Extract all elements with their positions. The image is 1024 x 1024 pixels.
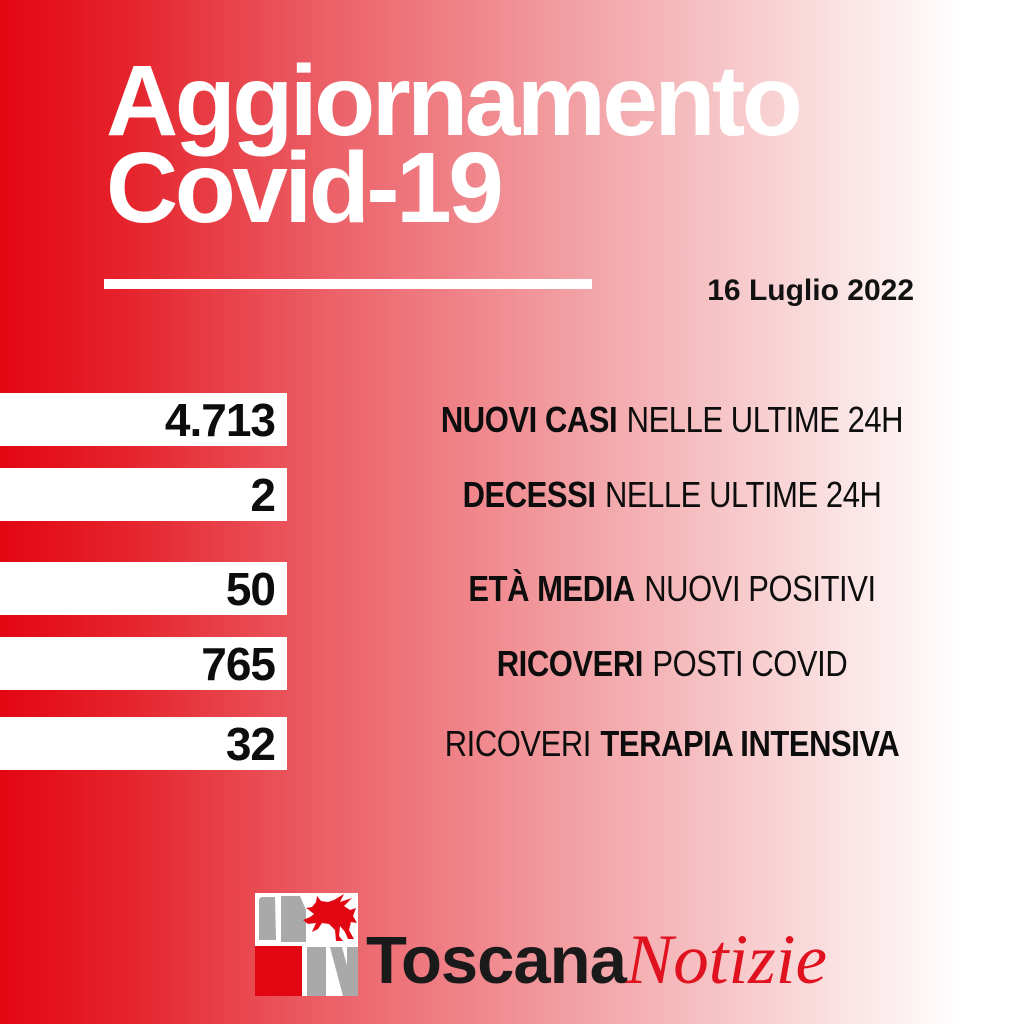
stat-label	[369, 468, 974, 521]
stat-label-strong: ETÀ MEDIA	[468, 567, 635, 609]
stat-bar	[0, 468, 287, 521]
stat-bar	[0, 637, 287, 690]
stat-label-rest: NELLE ULTIME 24H	[626, 398, 904, 440]
stat-label-rest: NELLE ULTIME 24H	[604, 473, 882, 515]
stat-row-decessi	[0, 468, 1024, 521]
page-title	[106, 45, 800, 244]
stat-label	[369, 393, 974, 446]
stat-value: 765	[201, 637, 275, 690]
stat-label-strong: DECESSI	[462, 473, 596, 515]
page-title-line1: Aggiornamento	[106, 45, 800, 157]
stat-bar	[0, 393, 287, 446]
stat-value: 32	[225, 717, 275, 770]
brand-notizie: Notizie	[625, 921, 828, 999]
stat-value: 2	[250, 468, 275, 521]
stat-bar	[0, 562, 287, 615]
stat-label-strong: RICOVERI	[496, 642, 643, 684]
stat-label	[369, 717, 974, 770]
stat-label-rest: NUOVI POSITIVI	[644, 567, 876, 609]
stat-label-rest: POSTI COVID	[652, 642, 848, 684]
stat-label	[369, 562, 974, 615]
stat-label-rest: RICOVERI	[444, 722, 591, 764]
stat-row-eta-media	[0, 562, 1024, 615]
stat-label	[369, 637, 974, 690]
brand-logotype	[366, 921, 828, 999]
brand-toscana: Toscana	[366, 923, 626, 998]
stat-value: 50	[225, 562, 275, 615]
stat-row-ricoveri-covid	[0, 637, 1024, 690]
date-label: 16 Luglio 2022	[707, 274, 914, 307]
stat-label-strong: NUOVI CASI	[440, 398, 618, 440]
stat-bar	[0, 717, 287, 770]
stat-row-terapia-intensiva	[0, 717, 1024, 770]
title-underline	[104, 279, 592, 289]
stat-value: 4.713	[164, 393, 275, 446]
tn-pegasus-logo-icon	[255, 893, 358, 996]
stat-row-nuovi-casi	[0, 393, 1024, 446]
page-title-line2: Covid-19	[106, 132, 501, 244]
stat-label-strong: TERAPIA INTENSIVA	[600, 722, 900, 764]
